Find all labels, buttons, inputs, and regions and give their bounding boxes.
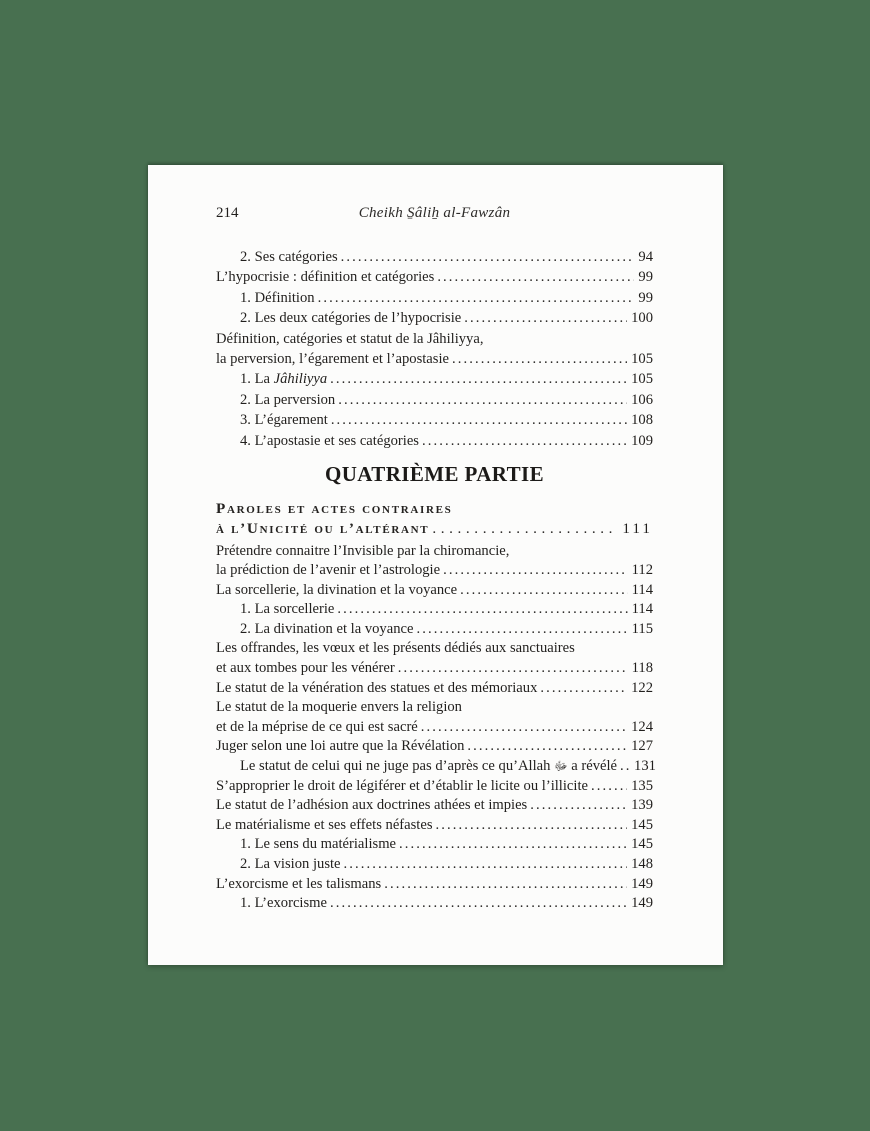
toc-page-number: 115	[631, 620, 653, 637]
toc-entry	[216, 816, 653, 836]
dot-leader	[318, 288, 635, 308]
toc-entry	[216, 390, 653, 410]
toc-page-number: 149	[631, 895, 653, 912]
toc-section-smallcaps	[216, 499, 653, 539]
toc-entry-text: Les offrandes, les vœux et les présents dédiés aux sanctuaires	[216, 640, 575, 657]
toc-entry	[216, 757, 656, 777]
toc-entry-text: Le statut de l’adhésion aux doctrines athées et impies	[216, 797, 528, 814]
toc-entry	[216, 639, 653, 659]
toc-entry	[216, 737, 653, 757]
dot-leader	[422, 431, 627, 451]
dot-leader	[416, 620, 627, 640]
toc-entry	[216, 499, 653, 519]
dot-leader	[437, 267, 634, 287]
toc-entry-text: S’approprier le droit de légiférer et d’établir le licite ou l’illicite	[216, 777, 588, 794]
toc-entry-text: Définition, catégories et statut de la Jâhiliyya,	[216, 330, 484, 347]
toc-entry-text: la perversion, l’égarement et l’apostasie	[216, 350, 449, 367]
toc-entry-text: Paroles et actes contraires	[216, 499, 453, 517]
toc-section-part4	[216, 542, 656, 914]
dot-leader	[421, 718, 627, 738]
toc-page-number: 105	[631, 350, 653, 367]
dot-leader	[620, 757, 630, 777]
toc-entry	[216, 267, 653, 287]
dot-leader	[464, 308, 627, 328]
toc-page-number: 106	[631, 391, 653, 408]
dot-leader	[443, 561, 628, 581]
toc-entry-text: 2. Les deux catégories de l’hypocrisie	[240, 310, 462, 327]
toc-entry-text: L’exorcisme et les talismans	[216, 875, 382, 892]
toc-page-number: 122	[631, 679, 653, 696]
toc-page-number: 131	[634, 758, 656, 775]
toc-page-number: 109	[631, 432, 653, 449]
dot-leader	[384, 875, 627, 895]
dot-leader	[467, 737, 627, 757]
dot-leader	[344, 855, 628, 875]
toc-entry-text: Prétendre connaitre l’Invisible par la chiromancie,	[216, 542, 510, 559]
toc-entry	[216, 519, 653, 539]
dot-leader	[432, 519, 618, 539]
running-title: Cheikh S̱âliẖ al-Fawzân	[358, 205, 511, 221]
toc-page-number: 99	[638, 269, 653, 286]
toc-page-number: 118	[631, 660, 653, 677]
toc-entry	[216, 698, 653, 718]
page-header	[216, 205, 653, 226]
toc-entry	[216, 247, 653, 267]
dot-leader	[436, 816, 628, 836]
toc-entry	[216, 410, 653, 430]
toc-entry	[216, 308, 653, 328]
toc-entry-text: La sorcellerie, la divination et la voyance	[216, 581, 458, 598]
dot-leader	[530, 796, 627, 816]
toc-entry-text: Le matérialisme et ses effets néfastes	[216, 816, 433, 833]
toc-entry	[216, 561, 653, 581]
dot-leader	[341, 247, 635, 267]
toc-page-number: 139	[631, 797, 653, 814]
toc-page-number: 149	[631, 875, 653, 892]
toc-page-number: 114	[631, 581, 653, 598]
dot-leader	[330, 894, 627, 914]
toc-entry-text: 4. L’apostasie et ses catégories	[240, 432, 419, 449]
dot-leader	[540, 679, 627, 699]
toc-entry	[216, 542, 653, 562]
toc-entry	[216, 600, 653, 620]
dot-leader	[331, 410, 627, 430]
toc-page-number: 135	[631, 777, 653, 794]
toc-entry-text: Juger selon une loi autre que la Révélation	[216, 738, 465, 755]
toc-entry	[216, 581, 653, 601]
dot-leader	[452, 349, 627, 369]
toc-entry	[216, 835, 653, 855]
dot-leader	[399, 835, 627, 855]
toc-page-number: 145	[631, 816, 653, 833]
dot-leader	[460, 581, 628, 601]
toc-entry-text: 1. Définition	[240, 289, 315, 306]
toc-page-number: 111	[622, 519, 653, 537]
toc-entry-text: et de la méprise de ce qui est sacré	[216, 718, 418, 735]
toc-entry	[216, 620, 653, 640]
toc-page-number: 112	[631, 562, 653, 579]
toc-page-number: 108	[631, 412, 653, 429]
part-heading: QUATRIÈME PARTIE	[325, 461, 544, 486]
toc-entry-text: à l’Unicité ou l’altérant	[216, 519, 430, 537]
toc-entry-italic-term: Jâhiliyya	[273, 371, 328, 388]
toc-entry-text: 2. Ses catégories	[240, 249, 338, 265]
folio-page-number: 214	[216, 205, 239, 221]
toc-entry-text: L’hypocrisie : définition et catégories	[216, 269, 435, 286]
toc-entry	[216, 349, 653, 369]
toc-page-number: 100	[631, 310, 653, 327]
allah-honorific-glyph: ﷻ	[554, 759, 568, 774]
toc-entry	[216, 659, 653, 679]
toc-entry	[216, 431, 653, 451]
toc-entry	[216, 718, 653, 738]
toc-entry	[216, 875, 653, 895]
toc-entry-text: et aux tombes pour les vénérer	[216, 660, 395, 677]
toc-entry	[216, 777, 653, 797]
toc-entry-text: 1. La sorcellerie	[240, 601, 335, 618]
toc-page-number: 94	[638, 249, 653, 265]
toc-page-number: 114	[631, 601, 653, 618]
toc-entry-text: la prédiction de l’avenir et l’astrologie	[216, 562, 441, 579]
toc-entry-text: Le statut de la moquerie envers la religion	[216, 699, 462, 716]
toc-entry	[216, 329, 653, 349]
dot-leader	[330, 369, 627, 389]
toc-entry-text: Le statut de la vénération des statues et des mémoriaux	[216, 679, 538, 696]
toc-entry-text: 2. La divination et la voyance	[240, 620, 414, 637]
toc-entry	[216, 679, 653, 699]
toc-entry	[216, 369, 653, 389]
toc-entry-text: 1. Le sens du matérialisme	[240, 836, 397, 853]
toc-entry-text: 2. La perversion	[240, 391, 336, 408]
dot-leader	[398, 659, 628, 679]
toc-page-number: 124	[631, 718, 653, 735]
toc-entry-text: 1. L’exorcisme	[240, 895, 327, 912]
book-page	[148, 165, 723, 965]
dot-leader	[338, 390, 627, 410]
toc-entry-text: 2. La vision juste	[240, 856, 341, 872]
toc-page-number: 127	[631, 738, 653, 755]
toc-entry-text: 1. La Jâhiliyya	[240, 371, 328, 388]
dot-leader	[337, 600, 627, 620]
toc-page-number: 99	[638, 289, 653, 306]
toc-page-number: 148	[631, 856, 653, 872]
toc-page-number: 105	[631, 371, 653, 388]
toc-entry	[216, 894, 653, 914]
toc-entry	[216, 855, 653, 875]
toc-entry-text: 3. L’égarement	[240, 412, 328, 429]
dot-leader	[591, 777, 627, 797]
toc-entry	[216, 796, 653, 816]
toc-page-number: 145	[631, 836, 653, 853]
toc-section-part3	[216, 247, 653, 451]
toc-entry	[216, 288, 653, 308]
toc-entry-text: Le statut de celui qui ne juge pas d’après ce qu’Allah ﷻ a révélé	[240, 758, 618, 775]
